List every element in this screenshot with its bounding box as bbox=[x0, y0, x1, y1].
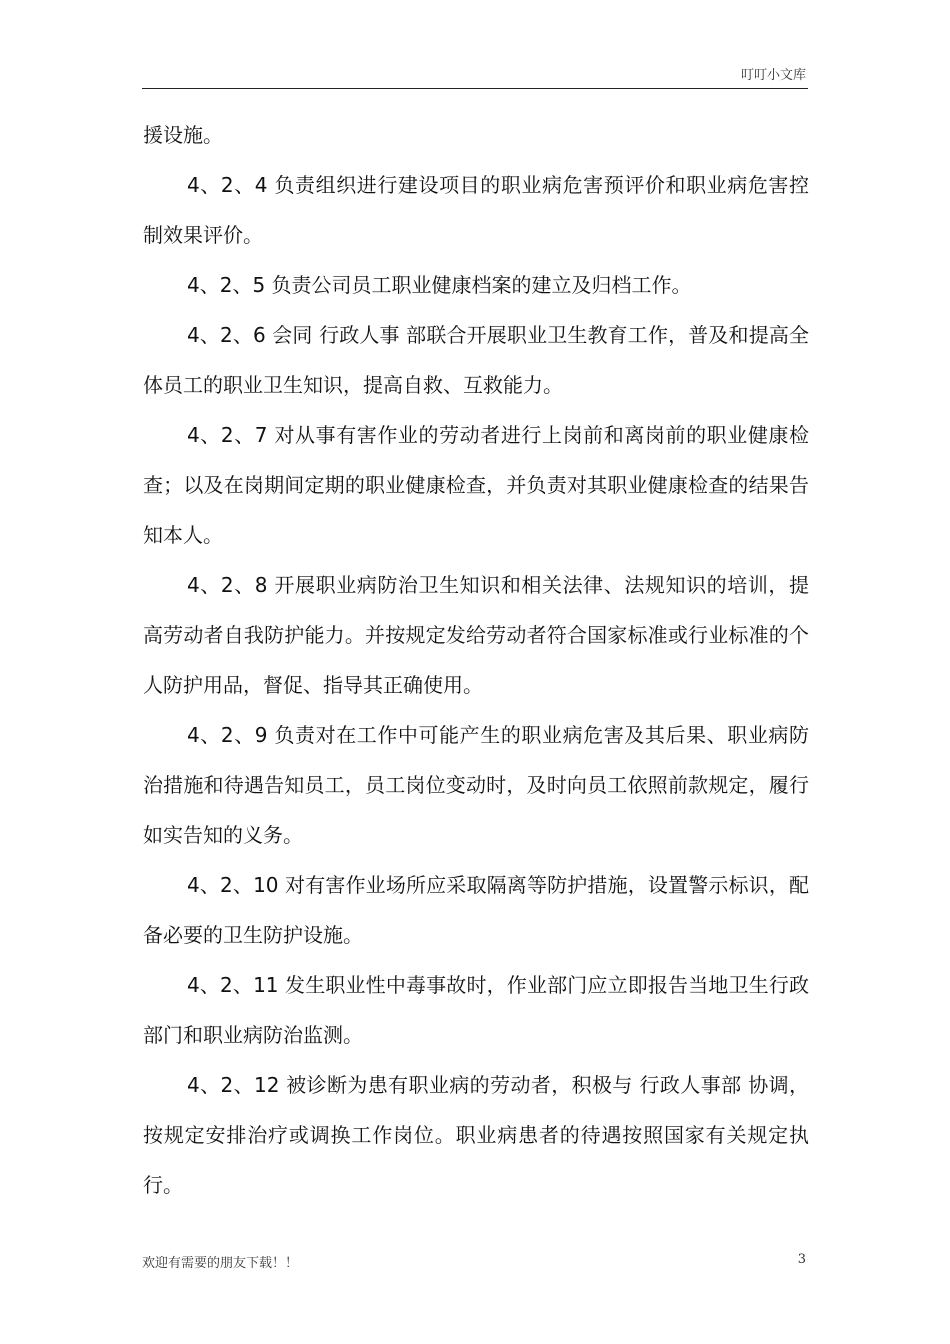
page-number: 3 bbox=[797, 1252, 806, 1267]
header-site-name: 叮叮小文库 bbox=[740, 68, 806, 83]
paragraph: 援设施。 bbox=[143, 123, 223, 147]
paragraph: 4、2、5 负责公司员工职业健康档案的建立及归档工作。 bbox=[187, 273, 692, 297]
page-footer bbox=[142, 1252, 808, 1270]
paragraph: 4、2、9 负责对在工作中可能产生的职业病危害及其后果、职业病防治措施和待遇告知员工，员工岗位变动时，及时向员工依照前款规定，履行如实告知的义务。 bbox=[143, 723, 809, 847]
page-header bbox=[142, 68, 808, 89]
paragraph: 4、2、8 开展职业病防治卫生知识和相关法律、法规知识的培训，提高劳动者自我防护能力。并按规定发给劳动者符合国家标准或行业标准的个人防护用品，督促、指导其正确使用。 bbox=[143, 573, 809, 697]
paragraph: 4、2、11 发生职业性中毒事故时，作业部门应立即报告当地卫生行政部门和职业病防治监测。 bbox=[143, 973, 809, 1047]
document-body bbox=[143, 110, 809, 1210]
paragraph: 4、2、12 被诊断为患有职业病的劳动者，积极与 行政人事部 协调，按规定安排治疗或调换工作岗位。职业病患者的待遇按照国家有关规定执行。 bbox=[143, 1073, 809, 1197]
paragraph: 4、2、4 负责组织进行建设项目的职业病危害预评价和职业病危害控制效果评价。 bbox=[143, 173, 809, 247]
paragraph: 4、2、6 会同 行政人事 部联合开展职业卫生教育工作，普及和提高全体员工的职业卫生知识，提高自救、互救能力。 bbox=[143, 323, 809, 397]
footer-note: 欢迎有需要的朋友下载！！ bbox=[142, 1256, 299, 1271]
paragraph: 4、2、10 对有害作业场所应采取隔离等防护措施，设置警示标识，配备必要的卫生防护设施。 bbox=[143, 873, 809, 947]
paragraph: 4、2、7 对从事有害作业的劳动者进行上岗前和离岗前的职业健康检查；以及在岗期间定期的职业健康检查，并负责对其职业健康检查的结果告知本人。 bbox=[143, 423, 809, 547]
